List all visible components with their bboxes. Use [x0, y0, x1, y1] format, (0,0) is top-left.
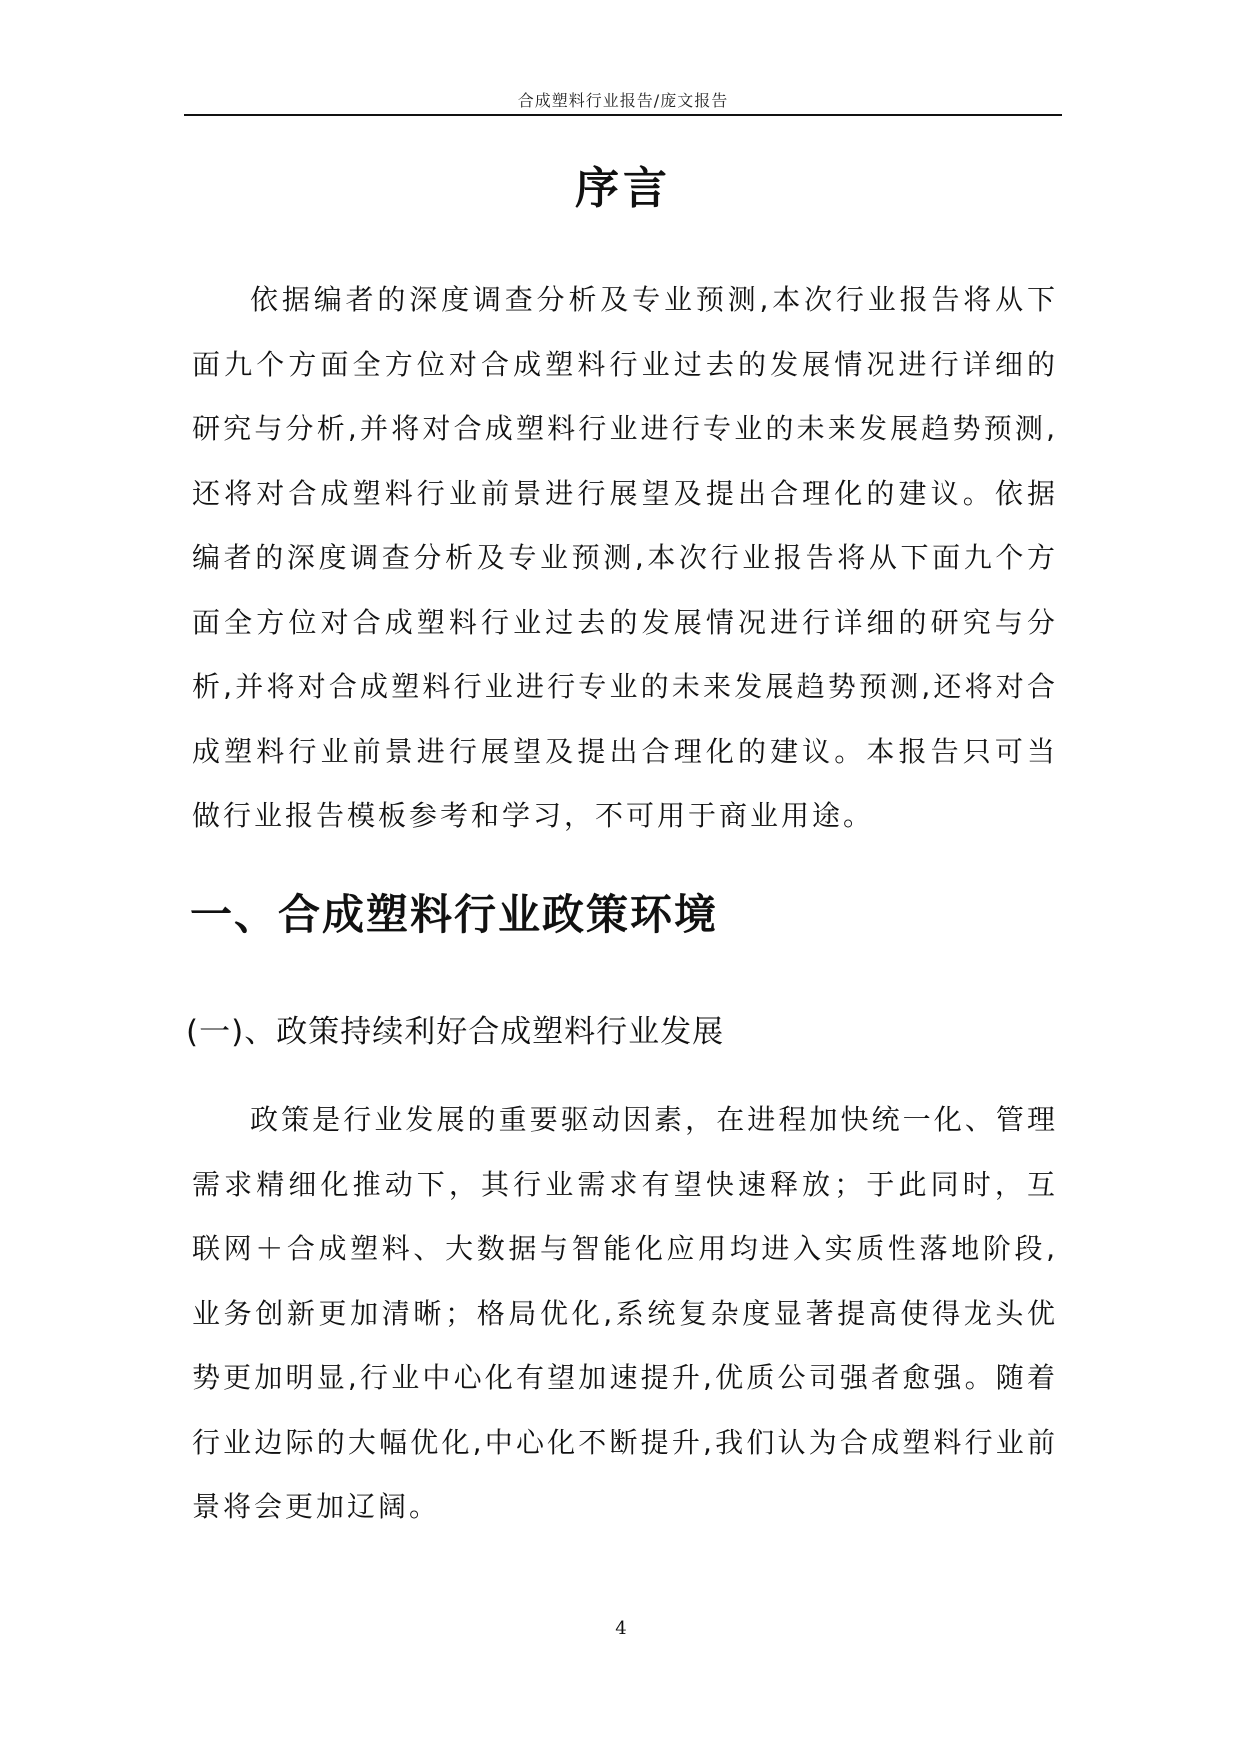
running-header: 合成塑料行业报告/庞文报告 — [517, 91, 729, 110]
header-divider — [184, 114, 1062, 116]
preface-paragraph: 依据编者的深度调查分析及专业预测,本次行业报告将从下面九个方面全方位对合成塑料行业过去的发展情况进行详细的研究与分析,并将对合成塑料行业进行专业的未来发展趋势预测,还将对合成塑料行业前景进行展望及提出合理化的建议。依据编者的深度调查分析及专业预测,本次行业报告将从下面九个方面全方位对合成塑料行业过去的发展情况进行详细的研究与分析,并将对合成塑料行业进行专业的未来发展趋势预测,还将对合成塑料行业前景进行展望及提出合理化的建议。本报告只可当做行业报告模板参考和学习，不可用于商业用途。 — [192, 283, 1058, 832]
policy-paragraph: 政策是行业发展的重要驱动因素，在进程加快统一化、管理需求精细化推动下，其行业需求有望快速释放；于此同时，互联网＋合成塑料、大数据与智能化应用均进入实质性落地阶段,业务创新更加清晰；格局优化,系统复杂度显著提高使得龙头优势更加明显,行业中心化有望加速提升,优质公司强者愈强。随着行业边际的大幅优化,中心化不断提升,我们认为合成塑料行业前景将会更加辽阔。 — [192, 1103, 1058, 1523]
subsection-heading: (一)、政策持续利好合成塑料行业发展 — [186, 1014, 725, 1050]
preface-title: 序言 — [575, 163, 671, 214]
section-heading: 一、合成塑料行业政策环境 — [190, 890, 719, 939]
page-number: 4 — [615, 1618, 627, 1639]
